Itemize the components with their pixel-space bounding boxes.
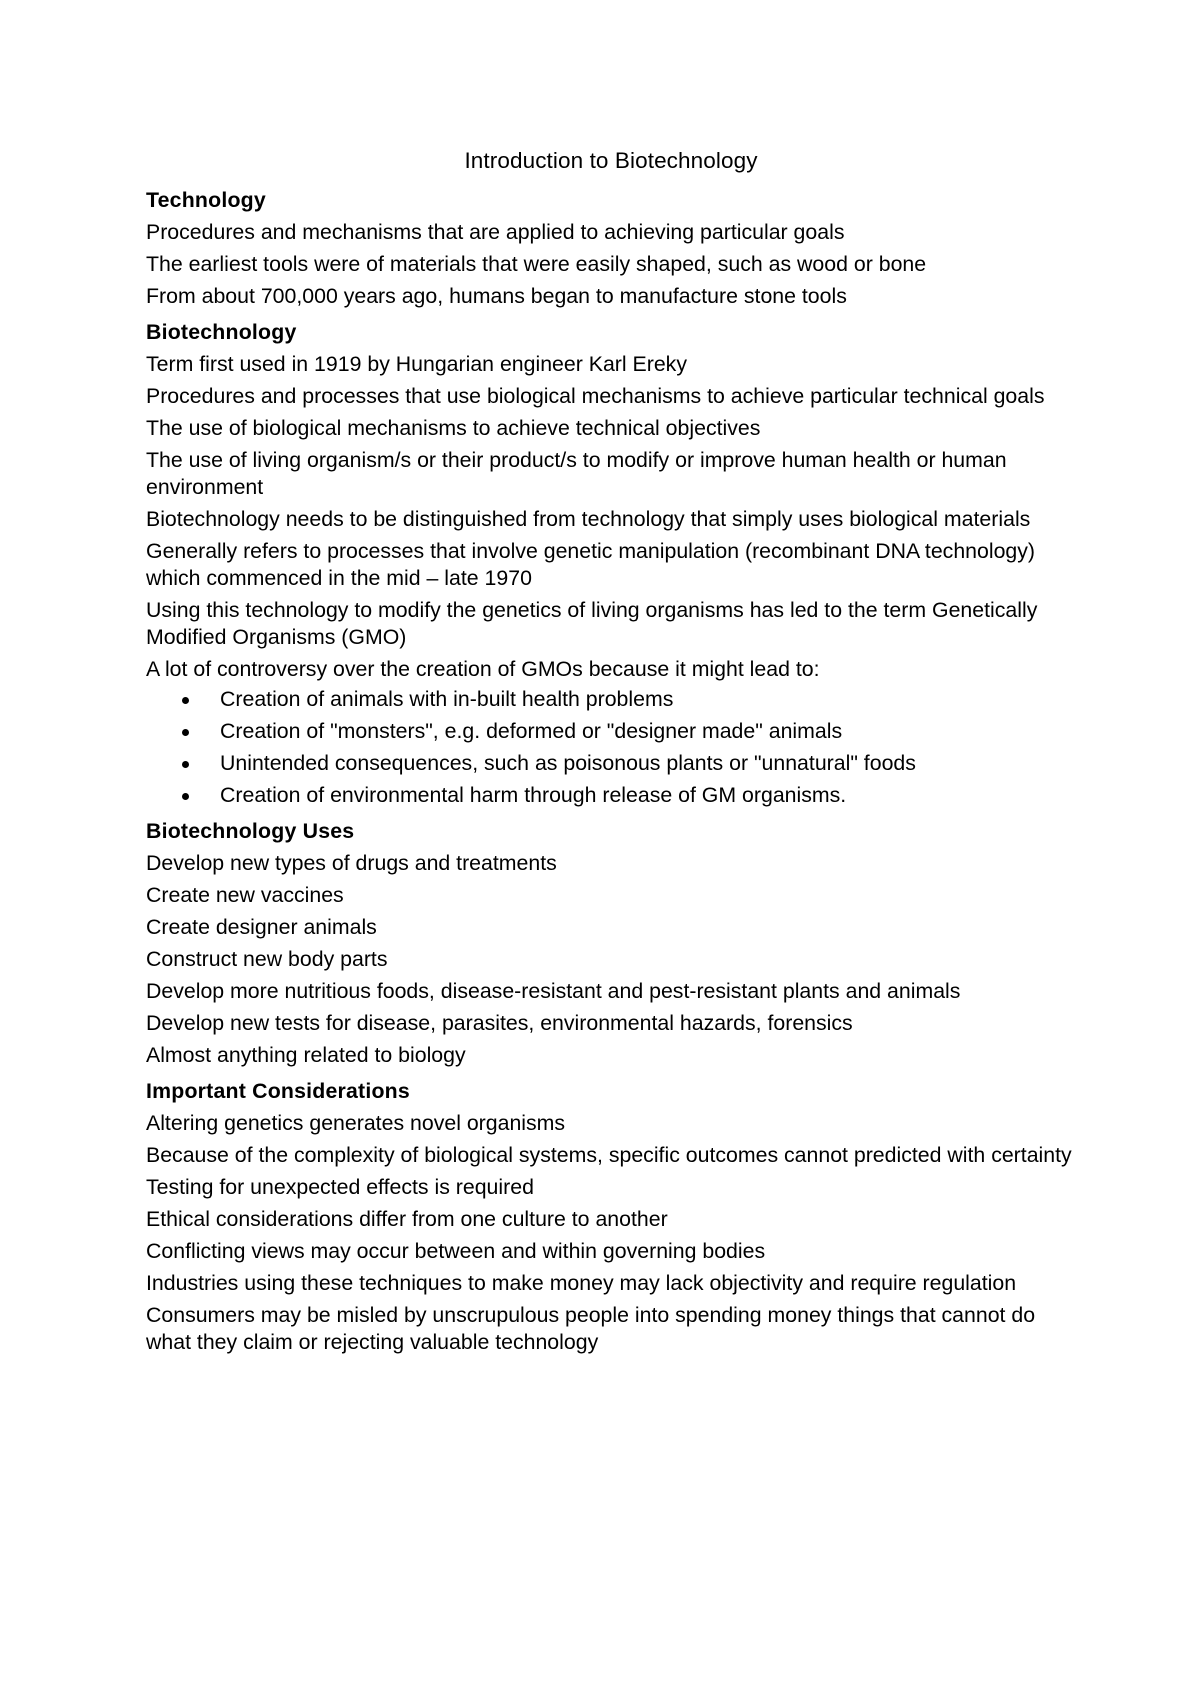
paragraph: Almost anything related to biology	[146, 1043, 466, 1067]
section-technology	[146, 187, 1076, 310]
paragraph: The earliest tools were of materials that were easily shaped, such as wood or bone	[146, 252, 927, 276]
bullet-list	[146, 686, 1076, 809]
bullet-item	[146, 686, 1076, 713]
paragraph: Develop more nutritious foods, disease-resistant and pest-resistant plants and animals	[146, 979, 961, 1003]
bullet-icon	[182, 761, 189, 768]
bullet-icon	[182, 729, 189, 736]
bullet-item	[146, 750, 1076, 777]
paragraph: Ethical considerations differ from one culture to another	[146, 1207, 668, 1231]
bullet-icon	[182, 793, 189, 800]
bullet-text: Creation of animals with in-built health problems	[220, 687, 674, 711]
paragraph: Procedures and processes that use biological mechanisms to achieve particular technical goals	[146, 384, 1045, 408]
section-heading: Biotechnology Uses	[146, 819, 355, 843]
paragraph: A lot of controversy over the creation of GMOs because it might lead to:	[146, 657, 820, 681]
section-important-considerations	[146, 1078, 1076, 1356]
bullet-item	[146, 718, 1076, 745]
document-content	[146, 145, 1076, 1365]
paragraph: The use of biological mechanisms to achieve technical objectives	[146, 416, 761, 440]
bullet-icon	[182, 697, 189, 704]
bullet-text: Creation of "monsters", e.g. deformed or "designer made" animals	[220, 719, 843, 743]
paragraph: Construct new body parts	[146, 947, 388, 971]
paragraph: Industries using these techniques to make money may lack objectivity and require regulation	[146, 1271, 1017, 1295]
paragraph: Create new vaccines	[146, 883, 344, 907]
paragraph: Develop new tests for disease, parasites, environmental hazards, forensics	[146, 1011, 853, 1035]
paragraph: Develop new types of drugs and treatments	[146, 851, 557, 875]
paragraph: Term first used in 1919 by Hungarian engineer Karl Ereky	[146, 352, 687, 376]
paragraph: Procedures and mechanisms that are applied to achieving particular goals	[146, 220, 845, 244]
paragraph: Conflicting views may occur between and within governing bodies	[146, 1239, 766, 1263]
paragraph: From about 700,000 years ago, humans began to manufacture stone tools	[146, 284, 847, 308]
bullet-item	[146, 782, 1076, 809]
bullet-text: Creation of environmental harm through release of GM organisms.	[220, 783, 847, 807]
paragraph: Consumers may be misled by unscrupulous people into spending money things that cannot do what they claim or rejecting valuable technology	[146, 1303, 1036, 1354]
paragraph: Generally refers to processes that involve genetic manipulation (recombinant DNA technology) which commenced in the mid – late 1970	[146, 539, 1036, 590]
section-biotechnology-uses	[146, 818, 1076, 1069]
paragraph: Testing for unexpected effects is required	[146, 1175, 534, 1199]
paragraph: Create designer animals	[146, 915, 377, 939]
paragraph: Biotechnology needs to be distinguished from technology that simply uses biological materials	[146, 507, 1031, 531]
paragraph: Because of the complexity of biological systems, specific outcomes cannot predicted with certainty	[146, 1143, 1072, 1167]
paragraph: Altering genetics generates novel organisms	[146, 1111, 566, 1135]
section-heading: Biotechnology	[146, 320, 297, 344]
section-biotechnology	[146, 319, 1076, 809]
bullet-text: Unintended consequences, such as poisonous plants or "unnatural" foods	[220, 751, 916, 775]
section-heading: Important Considerations	[146, 1079, 410, 1103]
paragraph: Using this technology to modify the genetics of living organisms has led to the term Genetically Modified Organisms (GMO)	[146, 598, 1038, 649]
paragraph: The use of living organism/s or their product/s to modify or improve human health or human environment	[146, 448, 1007, 499]
section-heading: Technology	[146, 188, 266, 212]
document-title: Introduction to Biotechnology	[464, 148, 758, 173]
